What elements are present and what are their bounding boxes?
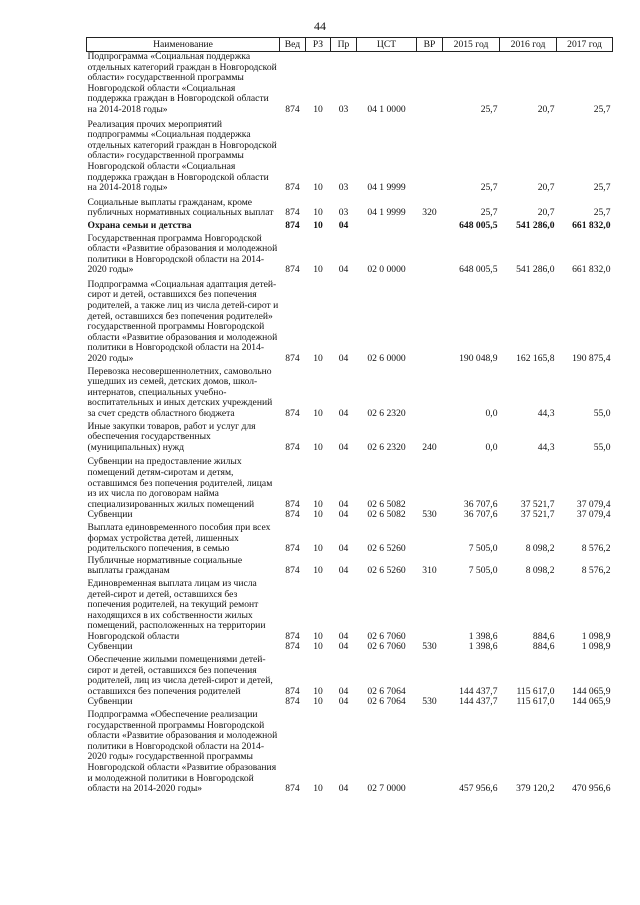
row-vr — [417, 52, 443, 116]
row-cst: 02 6 5082 — [367, 509, 406, 521]
row-2016: 20,7 — [537, 103, 555, 115]
row-name: Охрана семьи и детства — [87, 219, 192, 231]
row-vr — [417, 577, 443, 643]
row-name: Обеспечение жилыми помещениями детей-сирот и детей, оставшихся без попечения родителей, лиц из числа детей-сирот и детей, оставшихся без попечения родителей — [87, 654, 273, 697]
row-2017: 1 098,9 — [581, 641, 611, 653]
row-2015: 1 398,6 — [468, 630, 498, 642]
header-2015: 2015 год — [443, 38, 500, 52]
row-vr: 320 — [422, 207, 437, 219]
row-2015: 648 005,5 — [459, 264, 498, 276]
row-rz: 10 — [313, 641, 323, 653]
row-rz: 10 — [313, 543, 323, 555]
row-name: Реализация прочих мероприятий подпрограммы «Социальная поддержка отдельных категорий граждан в Новгородской области» государственной программы Новгородской области «Социальная поддержка граждан в Новгородской области на 2014-2018 годы» — [87, 118, 277, 194]
row-2016: 44,3 — [537, 408, 555, 419]
table-row — [87, 219, 613, 232]
row-rz: 10 — [313, 207, 323, 219]
row-name: Перевозка несовершеннолетних, самовольно ушедших из семей, детских домов, школ-интернатов, специальных учебно-воспитательных и иных детских учреждений за счет средств областного бюджета — [87, 365, 273, 419]
row-pr: 04 — [338, 641, 349, 653]
row-2017: 1 098,9 — [581, 630, 611, 642]
row-cst — [357, 219, 417, 232]
row-ved: 874 — [285, 630, 300, 642]
row-2017: 25,7 — [593, 103, 611, 115]
row-pr: 03 — [338, 103, 349, 115]
row-2015: 25,7 — [480, 182, 498, 194]
row-vr: 530 — [422, 641, 437, 653]
row-ved: 874 — [285, 685, 300, 697]
row-cst: 02 6 7064 — [367, 685, 406, 697]
header-ved: Вед — [280, 38, 306, 52]
row-cst: 02 6 0000 — [367, 353, 406, 365]
row-pr: 03 — [338, 207, 349, 219]
row-rz: 10 — [313, 182, 323, 194]
row-name: Иные закупки товаров, работ и услуг для обеспечения государственных (муниципальных) нужд — [87, 420, 256, 453]
row-cst: 02 6 5260 — [367, 543, 406, 555]
row-rz: 10 — [313, 219, 323, 231]
row-ved: 874 — [285, 498, 300, 510]
row-ved: 874 — [285, 219, 300, 231]
header-pr: Пр — [331, 38, 357, 52]
row-name: Социальные выплаты гражданам, кроме публичных нормативных социальных выплат — [87, 196, 274, 219]
table-row — [87, 365, 613, 420]
row-ved: 874 — [285, 509, 300, 521]
row-vr — [417, 276, 443, 365]
header-rz: РЗ — [306, 38, 331, 52]
row-ved: 874 — [285, 353, 300, 365]
row-pr: 04 — [338, 498, 349, 510]
table-row — [87, 116, 613, 194]
row-rz: 10 — [313, 565, 323, 577]
table-row — [87, 555, 613, 577]
row-rz: 10 — [313, 353, 323, 365]
table-row — [87, 521, 613, 555]
row-2017: 55,0 — [593, 408, 611, 419]
row-name: Подпрограмма «Социальная поддержка отдельных категорий граждан в Новгородской области» государственной программы Новгородской области «Социальная поддержка граждан в Новгородской области на 2014-2018 годы» — [87, 51, 277, 115]
table-row — [87, 194, 613, 219]
row-2016: 541 286,0 — [516, 219, 555, 231]
row-2017: 661 832,0 — [572, 264, 611, 276]
row-ved: 874 — [285, 641, 300, 653]
row-2017: 37 079,4 — [576, 498, 611, 510]
row-pr: 03 — [338, 182, 349, 194]
row-2016: 8 098,2 — [525, 565, 555, 577]
row-name: Подпрограмма «Социальная адаптация детей-сирот и детей, оставшихся без попечения родителей, а также лиц из числа детей-сирот и детей, оставшихся без попечения родителей» государственной программы Новгородской области «Развитие образования и молодежной политики в Новгородской области на 2014-2020 годы» — [87, 278, 279, 365]
row-2015: 144 437,7 — [459, 685, 498, 697]
row-cst: 02 6 5082 — [367, 498, 406, 510]
row-cst: 04 1 9999 — [367, 182, 406, 194]
row-pr: 04 — [338, 264, 349, 276]
row-2015: 36 707,6 — [463, 498, 498, 510]
table-row — [87, 420, 613, 454]
row-2017: 55,0 — [593, 441, 611, 453]
row-rz: 10 — [313, 783, 323, 795]
row-cst: 02 6 7064 — [367, 696, 406, 708]
row-vr: 530 — [422, 509, 437, 521]
row-ved: 874 — [285, 441, 300, 453]
row-name: Субвенции — [87, 509, 133, 521]
row-name: Субвенции на предоставление жилых помещений детям-сиротам и детям, оставшимся без попечения родителей, лицам из их числа по договорам найма специализированных жилых помещений — [87, 456, 273, 510]
row-vr: 240 — [422, 441, 437, 453]
row-cst: 02 6 7060 — [367, 630, 406, 642]
header-2017: 2017 год — [557, 38, 613, 52]
row-cst: 02 6 5260 — [367, 565, 406, 577]
row-2017: 25,7 — [593, 182, 611, 194]
row-2015: 0,0 — [485, 408, 498, 419]
row-vr — [417, 116, 443, 194]
row-2016: 884,6 — [532, 641, 555, 653]
row-pr: 04 — [338, 696, 349, 708]
row-name: Публичные нормативные социальные выплаты гражданам — [87, 554, 243, 577]
row-vr — [417, 219, 443, 232]
row-ved: 874 — [285, 408, 300, 419]
row-rz: 10 — [313, 408, 323, 419]
table-row — [87, 52, 613, 116]
row-pr: 04 — [338, 630, 349, 642]
row-2016: 44,3 — [537, 441, 555, 453]
row-rz: 10 — [313, 441, 323, 453]
row-pr: 04 — [338, 565, 349, 577]
row-2015: 7 505,0 — [468, 565, 498, 577]
row-ved: 874 — [285, 207, 300, 219]
row-rz: 10 — [313, 685, 323, 697]
row-name: Подпрограмма «Обеспечение реализации государственной программы Новгородской области «Развитие образования и молодежной политики в Новгородской области на 2014-2020 годы» государственной программы Новгородской области «Развитие образования и молодежной политики в Новгородской области на 2014-2020 годы» — [87, 709, 278, 795]
header-2016: 2016 год — [500, 38, 557, 52]
row-rz: 10 — [313, 696, 323, 708]
row-cst: 02 6 2320 — [367, 441, 406, 453]
row-vr — [417, 653, 443, 697]
row-pr: 04 — [338, 441, 349, 453]
row-vr — [417, 365, 443, 420]
row-cst: 02 6 7060 — [367, 641, 406, 653]
row-pr: 04 — [338, 685, 349, 697]
row-2016: 37 521,7 — [520, 509, 555, 521]
row-name: Субвенции — [87, 641, 133, 653]
row-2015: 457 956,6 — [459, 783, 498, 795]
row-pr: 04 — [338, 219, 349, 231]
row-vr: 530 — [422, 696, 437, 708]
row-2016: 8 098,2 — [525, 543, 555, 555]
row-2016: 379 120,2 — [516, 783, 555, 795]
row-vr — [417, 232, 443, 276]
row-2017: 8 576,2 — [581, 543, 611, 555]
row-vr — [417, 453, 443, 510]
row-pr: 04 — [338, 543, 349, 555]
row-name: Государственная программа Новгородской области «Развитие образования и молодежной политики в Новгородской области на 2014-2020 годы» — [87, 232, 278, 276]
header-vr: ВР — [417, 38, 443, 52]
table-row — [87, 453, 613, 510]
row-rz: 10 — [313, 630, 323, 642]
table-row — [87, 653, 613, 697]
row-rz: 10 — [313, 264, 323, 276]
row-name: Субвенции — [87, 696, 133, 708]
row-vr — [417, 521, 443, 555]
row-2017: 470 956,6 — [572, 783, 611, 795]
header-cst: ЦСТ — [357, 38, 417, 52]
row-2017: 144 065,9 — [572, 696, 611, 708]
row-vr: 310 — [422, 565, 437, 577]
row-2015: 7 505,0 — [468, 543, 498, 555]
row-2017: 144 065,9 — [572, 685, 611, 697]
table-row — [87, 232, 613, 276]
row-2016: 115 617,0 — [516, 685, 555, 697]
budget-table — [86, 37, 613, 795]
row-2015: 144 437,7 — [459, 696, 498, 708]
table-row — [87, 697, 613, 708]
row-2016: 162 165,8 — [516, 353, 555, 365]
row-ved: 874 — [285, 783, 300, 795]
row-cst: 02 7 0000 — [367, 783, 406, 795]
row-rz: 10 — [313, 498, 323, 510]
row-2015: 190 048,9 — [459, 353, 498, 365]
row-name: Единовременная выплата лицам из числа детей-сирот и детей, оставшихся без попечения родителей, на текущий ремонт находящихся в их собственности жилых помещений, расположенных на территории Новгородской области — [87, 577, 266, 642]
row-cst: 02 6 2320 — [367, 408, 406, 419]
header-name: Наименование — [87, 38, 280, 52]
row-2016: 884,6 — [532, 630, 555, 642]
table-row — [87, 510, 613, 521]
table-header-row — [87, 38, 613, 52]
row-name: Выплата единовременного пособия при всех формах устройства детей, лишенных родительского попечения, в семью — [87, 521, 271, 555]
table-row — [87, 708, 613, 795]
row-2016: 541 286,0 — [516, 264, 555, 276]
row-vr — [417, 708, 443, 795]
page-number: 44 — [314, 19, 326, 33]
row-2016: 20,7 — [537, 207, 555, 219]
row-ved: 874 — [285, 543, 300, 555]
row-pr: 04 — [338, 408, 349, 419]
row-2015: 1 398,6 — [468, 641, 498, 653]
row-2015: 36 707,6 — [463, 509, 498, 521]
row-cst: 04 1 0000 — [367, 103, 406, 115]
row-ved: 874 — [285, 565, 300, 577]
row-ved: 874 — [285, 696, 300, 708]
row-pr: 04 — [338, 783, 349, 795]
row-cst: 04 1 9999 — [367, 207, 406, 219]
row-2017: 25,7 — [593, 207, 611, 219]
row-2016: 20,7 — [537, 182, 555, 194]
row-rz: 10 — [313, 103, 323, 115]
row-2016: 115 617,0 — [516, 696, 555, 708]
row-2015: 25,7 — [480, 103, 498, 115]
row-ved: 874 — [285, 264, 300, 276]
row-cst: 02 0 0000 — [367, 264, 406, 276]
row-2015: 648 005,5 — [459, 219, 498, 231]
row-2016: 37 521,7 — [520, 498, 555, 510]
table-row — [87, 642, 613, 653]
row-2017: 8 576,2 — [581, 565, 611, 577]
row-2015: 0,0 — [485, 441, 498, 453]
row-2017: 37 079,4 — [576, 509, 611, 521]
row-ved: 874 — [285, 103, 300, 115]
table-row — [87, 276, 613, 365]
row-ved: 874 — [285, 182, 300, 194]
table-row — [87, 577, 613, 643]
row-2015: 25,7 — [480, 207, 498, 219]
row-2017: 190 875,4 — [572, 353, 611, 365]
row-pr: 04 — [338, 353, 349, 365]
row-rz: 10 — [313, 509, 323, 521]
row-2017: 661 832,0 — [572, 219, 611, 231]
row-pr: 04 — [338, 509, 349, 521]
